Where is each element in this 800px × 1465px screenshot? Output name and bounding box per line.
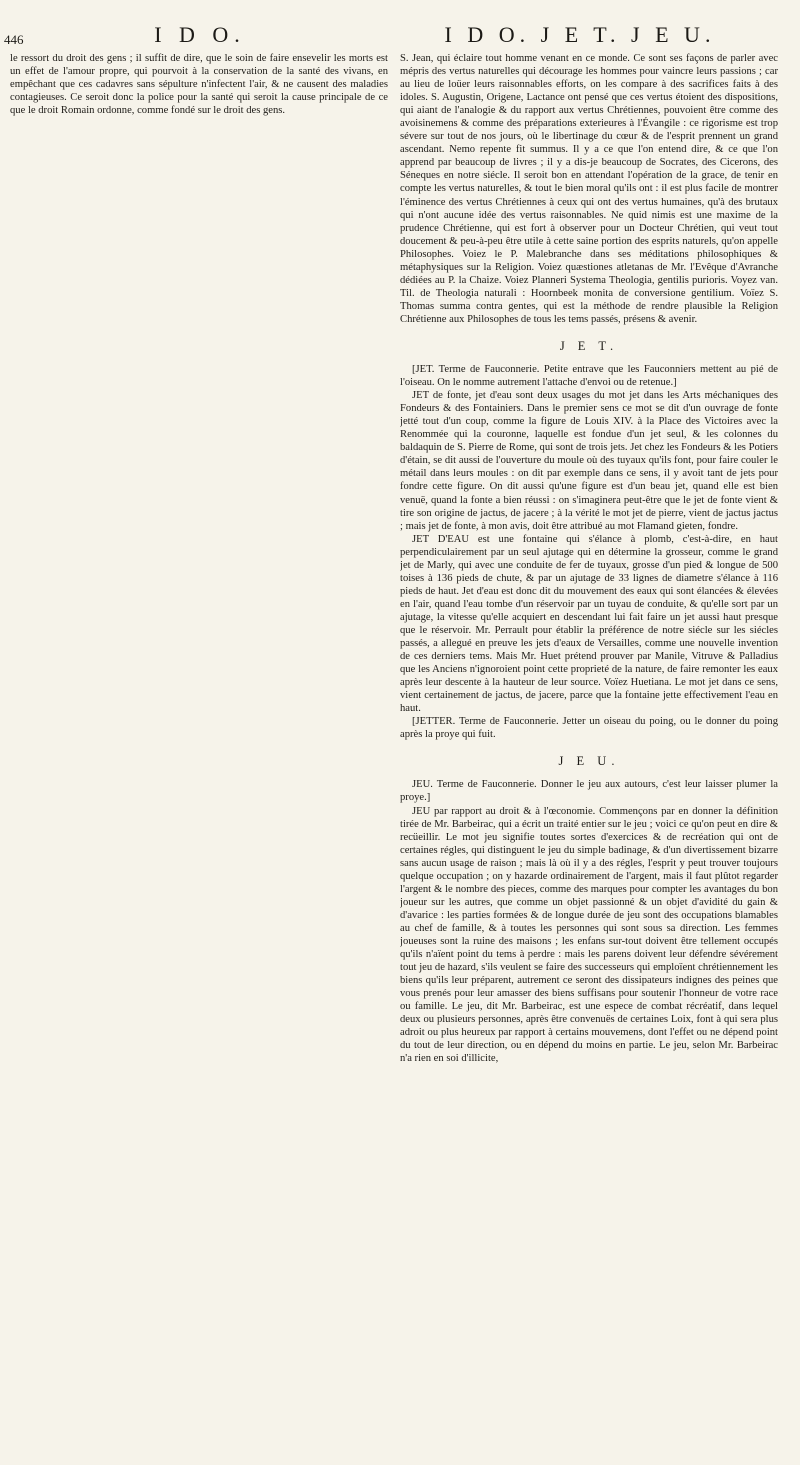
paragraph: [JETTER. Terme de Fauconnerie. Jetter un oiseau du poing, ou le donner du poing après la proye qui fuit.: [400, 716, 778, 741]
right-column: [400, 52, 778, 1460]
paragraph: JET D'EAU est une fontaine qui s'élance à plomb, c'est-à-dire, en haut perpendiculairement par un seul ajutage qui en détermine la grosseur, comme le grand jet de Marly, qui avec une conduite de fer de tuyaux, grosse d'un pied & longue de 500 toises à 136 pieds de chute, & par un ajutage de 33 lignes de diametre s'élance à 116 pieds de haut. Jet d'eau est donc dit du mouvement des eaux qui sont élancées & élevées en l'air, quand l'eau tombe d'un réservoir par un tuyau de conduite, & qu'elle sort par un ajutage, la vitesse qu'elle acquiert en descendant lui fait faire un jet aussi haut presque que le réservoir. Mr. Perrault pour établir la préférence de notre siécle sur les siécles passés, a allegué en preuve les jets d'eaux de Versailles, comme une nouvelle invention de ces derniers tems. Mais Mr. Huet prétend prouver par Manile, Vitruve & Palladius que les Anciens n'ignoroient point cette proprieté de la nature, de faire remonter les eaux après leur descente à la hauteur de leur source. Voïez Huetiana. Le mot jet dans ce sens, vient certainement de jactus, de jacere, parce que la fontaine jette effectivement l'eau en haut.: [400, 533, 778, 715]
running-title-right: I D O. J E T. J E U.: [444, 22, 716, 47]
left-column: [10, 52, 388, 1460]
paragraph: S. Jean, qui éclaire tout homme venant en ce monde. Ce sont ses façons de parler avec mépris des vertus naturelles qui décourage les hommes pour vaincre leurs passions ; car au lieu de loüer leurs raisonnables efforts, on les compare à des sacrifices faits à des idoles. S. Augustin, Origene, Lactance ont pensé que ces vertus étoient des dispositions, qui aiant de l'analogie & du rapport aux vertus Chrétiennes, pouvoient être comme des avoisinemens & comme des préparations exterieures à l'Évangile : ce rigorisme est trop sévere sur tout de nos jours, où le libertinage du cœur & de l'esprit prennent un grand ascendant. Nemo repente fit summus. Il y a ce que l'on entend dire, & ce que l'on apprend par beaucoup de livres ; il y a dis-je beaucoup de Socrates, des Cicerons, des Séneques en notre siécle. Il seroit bon en attendant l'opération de la grace, de tenir en compte les vertus naturelles, & tout le bien moral qu'ils ont : il est plus facile de montrer l'éminence des vertus Chrétiennes à ceux qui ont des vertus humaines, qu'à des brutaux qui n'ont aucune idée des vertus raisonnables. Ne quid nimis est une maxime de la prudence Chrétienne, qui est fort à observer pour un Docteur Chrétien, qui veut tout doucement & peu-à-peu être utile à cette saine portion des esprits naturels, qu'on appelle Philosophes. Voiez le P. Malebranche dans ses méditations philosophiques & métaphysiques sur la Religion. Voiez quæstiones atletanas de Mr. l'Evêque d'Avranche dédiées au P. la Chaize. Voiez Planneri Systema Theologia, gentilis purioris. Voyez van. Til. de Theologia naturali : Hoornbeek monita de conversione gentilium. Voïez S. Thomas summa contra gentes, qui est la méthode de rendre plausible la Religion Chrétienne aux Philosophes de tous les tems passés, présens & avenir.: [400, 53, 778, 325]
running-header: [0, 4, 800, 50]
paragraph: JEU. Terme de Fauconnerie. Donner le jeu aux autours, c'est leur laisser plumer la proye.]: [400, 779, 778, 804]
paragraph: [JET. Terme de Fauconnerie. Petite entrave que les Fauconniers mettent au pié de l'oiseau. On le nomme autrement l'attache d'envoi ou de retenue.]: [400, 364, 778, 389]
paragraph: JEU par rapport au droit & à l'œconomie. Commençons par en donner la définition tirée de Mr. Barbeirac, qui a écrit un traité entier sur le jeu ; voici ce qu'on peut en dire & recüeillir. Le mot jeu signifie toutes sortes d'exercices & de recréation qui ont de certaines régles, qui distinguent le jeu du simple badinage, & d'un divertissement bizarre sans aucun usage de raison ; mais là où il y a des régles, l'esprit y peut trouver toujours quelque occupation ; on y hazarde ordinairement de l'argent, mais il faut plûtot regarder l'argent & le nombre des pieces, comme des marques pour compter les avantages du bon joueur sur les autres, que comme un objet passionné & un objet d'avidité du gain & d'avarice : les parties formées & de longue durée de jeu sont des occupations blamables au chef de famille, & à toutes les personnes qui sont sous sa direction. Les femmes joueuses sont la ruine des maisons ; les enfans sur-tout doivent être tellement occupés qu'ils n'aïent point du tems à perdre : mais les parens doivent leur défendre sévérement tout jeu de hazard, s'ils veulent se faire des successeurs qui emploïent chrétiennement les biens qu'ils leur préparent, autrement ce seront des dissipateurs indignes des peines que vous prenés pour leur amasser des biens suffisans pour soutenir l'honneur de votre race ou famille. Le jeu, dit Mr. Barbeirac, est une espece de combat récréatif, dans lequel deux ou plusieurs personnes, après être convenuës de certaines Loix, font à qui sera plus adroit ou plus heureux par rapport à certains mouvemens, dont l'effet ou ne dépend point du tout de leur direction, ou en dépend du moins en partie. Le jeu, selon Mr. Barbeirac n'a rien en soi d'illicite,: [400, 805, 778, 1065]
section-title-jeu: J E U.: [558, 754, 620, 769]
paragraph: JET de fonte, jet d'eau sont deux usages du mot jet dans les Arts méchaniques des Fondeurs & des Fontainiers. Dans le premier sens ce mot se dit d'un ouvrage de fonte jetté tout d'un coup, comme la figure de Louis XIV. à la Place des Victoires avec la Renommée qui la couronne, laquelle est fondue d'un jet seul, & les colonnes du baldaquin de S. Pierre de Rome, qui sont de trois jets. Jet chez les Fondeurs & les Potiers d'étain, se dit aussi de l'ouverture du moule où des tuyaux qu'ils font, pour faire couler le métail dans leurs moules : on dit par exemple dans ce sens, il y avoit tant de jets pour fondre cette figure. On dit aussi qu'une figure est d'un beau jet, quand elle est bien venuë, quand la fonte a bien réussi : on s'imaginera peut-être que le jet de fonte vient & tire son origine de jactus, de jacere ; à la vérité le mot jet de pierre, vient de jactus jactus ; mais jet de fonte, à mon avis, doit être attribué au mot Flamand gieten, fondre.: [400, 390, 778, 532]
page-number: 446: [4, 32, 24, 47]
paragraph: le ressort du droit des gens ; il suffit de dire, que le soin de faire ensevelir les morts est un effet de l'amour propre, qui pourvoit à la conservation de la santé des vivans, en empêchant que ces cadavres sans sépulture n'infectent l'air, & ne causent des maladies contagieuses. Ce seroit donc la police pour la santé qui seroit la cause principale de ce que le droit Romain ordonne, comme fondé sur le droit des gens.: [10, 53, 388, 117]
section-title-jet: J E T.: [559, 338, 619, 353]
running-title-left: I D O.: [154, 22, 246, 47]
